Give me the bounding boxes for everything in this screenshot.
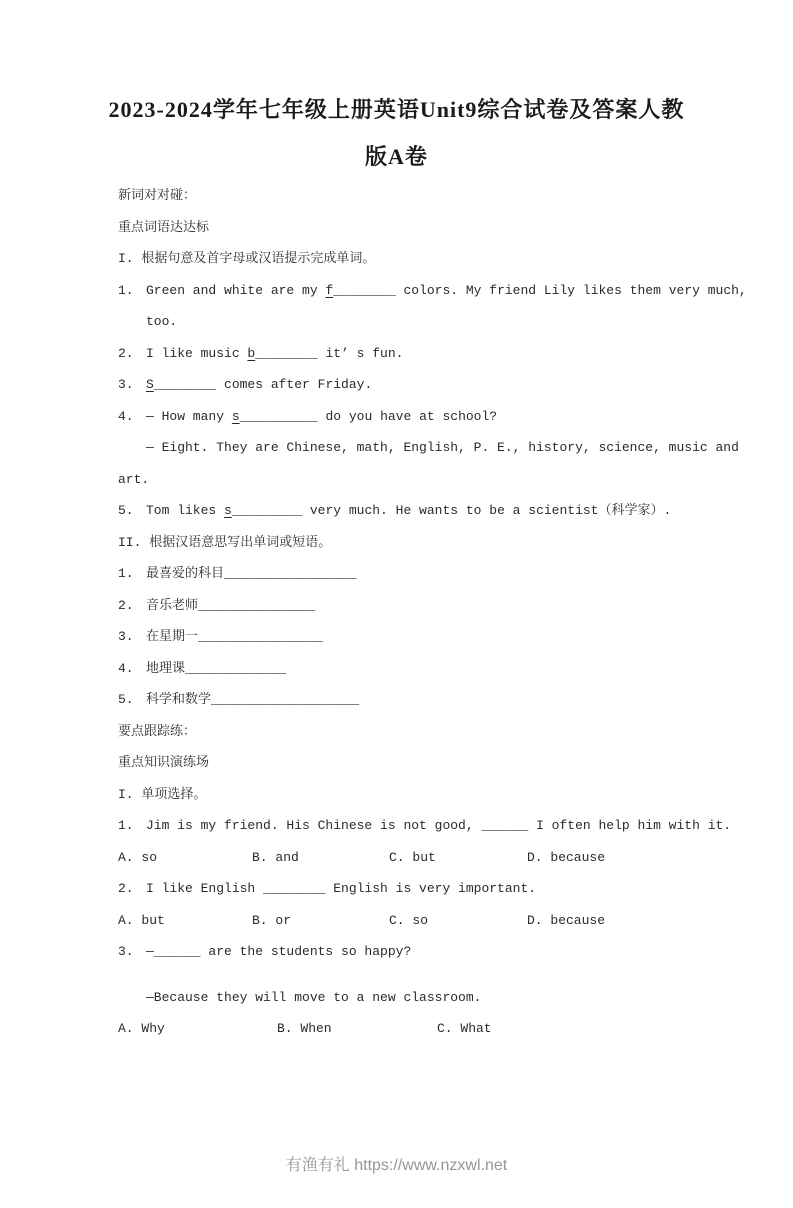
intro-line-2: 重点词语达达标 [118,219,210,235]
part1-item-5 [118,495,753,527]
option-b: B. and [252,849,299,865]
item-number: 1. [118,566,134,581]
intro-line-1: 新词对对碰： [118,188,197,203]
part2-item-1 [118,558,753,590]
question-text-post: ________ it’ s fun. [255,345,404,361]
item-number: 3. [118,377,134,392]
part1-item-4 [118,401,753,433]
phrase-text: 科学和数学___________________ [146,692,360,707]
item-number: 4. [118,660,134,676]
part2-item-5 [118,684,753,716]
practice-line-2: 重点知识演练场 [118,755,210,770]
part1-item-4-continuation-2: art. [118,471,150,487]
question-text: Jim is my friend. His Chinese is not good, ______ I often help him with it. [146,818,732,833]
exam-body [0,180,793,1045]
blank-letter: s [231,408,240,424]
item-number: 4. [118,408,134,424]
option-b: B. When [277,1021,332,1036]
blank-letter: f [325,282,334,298]
item-number: 2. [118,597,134,613]
choice-question-1-options [118,842,753,874]
question-text: —______ are the students so happy? [146,944,412,959]
phrase-text: 在星期一________________ [146,629,323,644]
part1-heading: I. 根据句意及首字母或汉语提示完成单词。 [118,251,376,266]
option-a: A. so [118,849,158,865]
item-number: 5. [118,692,134,707]
question-text-post: _________ very much. He wants to be a scientist（科学家）. [231,503,672,518]
page-title-line-2: 版A卷 [365,144,428,169]
item-number: 1. [118,818,134,833]
blank-letter: b [247,345,256,361]
question-text-post: ________ colors. My friend Lily likes them very much, [333,282,747,298]
part1-item-3 [118,369,753,401]
item-number: 1. [118,282,134,298]
part2-item-4 [118,653,753,685]
blank-letter: s [224,503,232,518]
option-c: C. What [437,1021,492,1036]
option-c: C. so [389,912,429,928]
part1-item-4-continuation: — Eight. They are Chinese, math, English, P. E., history, science, music and [146,440,739,455]
part2-heading: II. 根据汉语意思写出单词或短语。 [118,534,332,550]
item-number: 2. [118,345,134,361]
page-title [50,86,743,180]
phrase-text: 地理课_____________ [146,660,287,676]
option-a: A. but [118,912,165,928]
option-c: C. but [389,849,436,865]
question-text-post: __________ do you have at school? [239,408,498,424]
choice-question-3-answer-line: —Because they will move to a new classroom. [146,989,482,1005]
choice-question-2-options [118,905,753,937]
part2-item-3 [118,621,753,653]
question-text-pre: Green and white are my [146,282,326,298]
option-b: B. or [252,912,292,928]
item-number: 3. [118,944,134,959]
item-number: 5. [118,503,134,518]
item-number: 2. [118,881,134,896]
part1-item-1 [118,275,753,307]
question-text-pre: I like music [146,345,248,361]
blank-letter: S [146,377,154,392]
part1-item-2 [118,338,753,370]
choice-question-3-options [118,1013,753,1045]
choice-question-3 [118,936,753,968]
question-text-post: ________ comes after Friday. [153,377,373,392]
question-text-pre: — How many [146,408,232,424]
practice-line-1: 要点跟踪练： [118,723,197,739]
choice-question-2 [118,873,753,905]
option-d: D. because [527,849,606,865]
phrase-text: 音乐老师_______________ [146,597,316,613]
part2-item-2 [118,590,753,622]
choice-question-1 [118,810,753,842]
question-text-pre: Tom likes [146,503,225,518]
option-d: D. because [527,912,606,928]
part1-item-1-continuation: too. [146,314,178,329]
question-text: I like English ________ English is very important. [146,881,537,896]
choice-heading: I. 单项选择。 [118,786,207,802]
page-title-line-1: 2023-2024学年七年级上册英语Unit9综合试卷及答案人教 [108,97,685,122]
footer-watermark: 有渔有礼 https://www.nzxwl.net [285,1157,508,1174]
option-a: A. Why [118,1021,165,1036]
item-number: 3. [118,629,134,644]
phrase-text: 最喜爱的科目_________________ [146,566,357,581]
